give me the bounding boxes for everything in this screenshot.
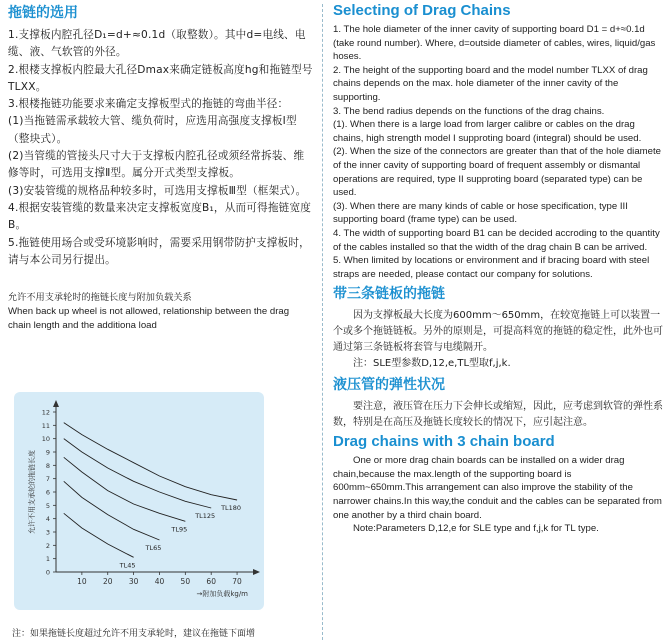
y-tick-label: 12 bbox=[41, 408, 50, 417]
series-label-tl45: TL45 bbox=[119, 561, 136, 570]
chart-caption bbox=[8, 291, 313, 333]
hose-para-cn: 要注意，液压管在压力下会伸长或缩短，因此，应考虑到软管的弹性系数，特别是在高压及拖链长度较长的情况下，应引起注意。 bbox=[333, 401, 663, 429]
en-item-3: 3. The bend radius depends on the functions of the drag chains. bbox=[333, 105, 605, 117]
section-title-three-board-cn: 带三条链板的拖链 bbox=[333, 286, 445, 303]
series-label-tl65: TL65 bbox=[145, 544, 162, 552]
en-item-5: 5. When limited by locations or environment and if bracing board with steel straps are needed, please contact our company for solutions. bbox=[333, 255, 650, 280]
y-tick-label: 1 bbox=[45, 555, 50, 564]
y-tick-label: 7 bbox=[45, 475, 50, 484]
section-title-en: Selecting of Drag Chains bbox=[333, 2, 511, 19]
chart-svg bbox=[14, 392, 264, 610]
series-line-tl95 bbox=[64, 457, 186, 521]
chart-caption-cn: 允许不用支承轮时的拖链长度与附加负载关系 bbox=[8, 292, 192, 304]
cn-item-3-3: (3)安装管缆的规格品种较多时，可选用支撑板Ⅲ型（框架式）。 bbox=[8, 184, 307, 197]
chart-caption-en: When back up wheel is not allowed, relationship between the drag chain length and the additiona load bbox=[8, 306, 290, 332]
y-tick-label: 2 bbox=[45, 541, 50, 550]
x-tick-label: 20 bbox=[102, 577, 113, 586]
series-label-tl125: TL125 bbox=[195, 512, 216, 520]
x-tick-label: 50 bbox=[180, 577, 191, 586]
series-label-tl95: TL95 bbox=[171, 525, 188, 534]
section-title-three-board-en: Drag chains with 3 chain board bbox=[333, 433, 555, 451]
left-column bbox=[8, 0, 313, 333]
y-tick-label: 8 bbox=[45, 461, 50, 470]
cn-item-1: 1.支撑板内腔孔径D₁=d+≈0.1d（取整数）。其中d=电线、电缆、液、气软管的外径。 bbox=[8, 29, 306, 59]
chart-panel bbox=[14, 392, 264, 610]
y-tick-label: 10 bbox=[41, 435, 50, 444]
x-tick-label: 40 bbox=[154, 577, 165, 586]
three-board-note-cn: 注：SLE型参数D,12,e,TL型取f,j,k. bbox=[353, 358, 511, 370]
series-line-tl125 bbox=[64, 439, 211, 508]
cn-item-3-2: (2)当管缆的管接头尺寸大于支撑板内腔孔径或须经常拆装、维修等时，可选用支撑Ⅱ型。属分开式类型支撑板。 bbox=[8, 150, 305, 180]
right-column bbox=[333, 0, 663, 536]
section-title-hose-cn: 液压管的弹性状况 bbox=[333, 377, 445, 394]
series-label-tl180: TL180 bbox=[221, 504, 242, 512]
x-tick-label: 30 bbox=[128, 577, 139, 586]
cn-item-4: 4.根据安装管缆的数量来决定支撑板宽度B₁，从而可得拖链宽度B。 bbox=[8, 201, 312, 232]
x-tick-label: 70 bbox=[232, 577, 242, 586]
y-tick-label: 9 bbox=[45, 448, 50, 457]
y-axis-arrow bbox=[53, 400, 59, 407]
en-item-2: 2. The height of the supporting board and the model number TLXX of drag chains depends on the max. hole diameter of the inner cavity of the supporting. bbox=[333, 64, 648, 103]
en-item-1: 1. The hole diameter of the inner cavity of supporting board D1 = d+≈0.1d (take round number). Where, d=outside diameter of cables, wires, liquid/gas hoses. bbox=[333, 24, 656, 63]
x-axis-arrow bbox=[253, 569, 260, 575]
x-tick-label: 60 bbox=[206, 577, 216, 586]
y-tick-label: 4 bbox=[45, 515, 50, 524]
y-tick-label: 3 bbox=[45, 528, 50, 537]
x-axis-label: →附加负载kg/m bbox=[196, 590, 248, 598]
three-board-note-en: Note:Parameters D,12,e for SLE type and f,j,k for TL type. bbox=[353, 523, 599, 535]
column-divider bbox=[322, 4, 323, 640]
series-line-tl65 bbox=[64, 481, 160, 540]
cn-item-5: 5.拖链使用场合或受环境影响时，需要采用钢带防护支撑板时，请与本公司另行提出。 bbox=[8, 236, 310, 266]
y-tick-label: 0 bbox=[45, 568, 50, 577]
en-item-3-3: (3). When there are many kinds of cable or hose specification, type III supporting board (frame type) can be used. bbox=[333, 200, 628, 226]
series-line-tl45 bbox=[64, 513, 134, 557]
cn-item-3-1: (1)当拖链需承载较大管、缆负荷时，应选用高强度支撑板Ⅰ型（整块式）。 bbox=[8, 115, 297, 145]
y-tick-label: 5 bbox=[45, 501, 50, 510]
section-title-cn: 拖链的选用 bbox=[8, 5, 78, 21]
en-item-4: 4. The width of supporting board B1 can be decided accroding to the quantity of the cables installed so that the width of the drag chain B can be arrived. bbox=[333, 227, 660, 253]
y-axis-label: 允许不用支承轮的拖链长度 bbox=[28, 450, 36, 534]
cn-item-3: 3.根楼拖链功能要求来确定支撑板型式的拖链的弯曲半径： bbox=[8, 98, 289, 111]
en-item-3-1: (1). When there is a large load from larger calibre or cables on the drag chains, high strength model I supproting board (integral) should be used. bbox=[333, 119, 642, 144]
three-board-para-cn: 因为支撑板最大长度为600mm～650mm，在较宽拖链上可以装置一个或多个拖链链板。另外的原则是，可提高料宽的拖链的稳定性，此外也可通过第三条链板将套管与电缆隔开。 bbox=[333, 310, 663, 354]
y-tick-label: 11 bbox=[41, 421, 50, 430]
cn-item-2: 2.根楼支撑板内腔最大孔径Dmax来确定链板高度hg和拖链型号TLXX。 bbox=[8, 63, 313, 93]
en-item-3-2: (2). When the size of the connectors are greater than that of the hole diamete of the inner cavity of supporting board of frequent assembly or dismantal operations are required, type II supproting board (separated type) can be used. bbox=[333, 146, 661, 199]
x-tick-label: 10 bbox=[77, 577, 87, 586]
y-tick-label: 6 bbox=[45, 488, 50, 497]
three-board-para-en: One or more drag chain boards can be installed on a wider drag chain,because the max.length of the supporting board is 600mm~650mm.This arrangement can also improve the stability of the narrower chains.In this way,the conduit and the cables can be separated from one another by a third chain board. bbox=[333, 455, 662, 521]
footnote: 注：如果拖链长度超过允许不用支承轮时，建议在拖链下面增 bbox=[12, 629, 256, 639]
